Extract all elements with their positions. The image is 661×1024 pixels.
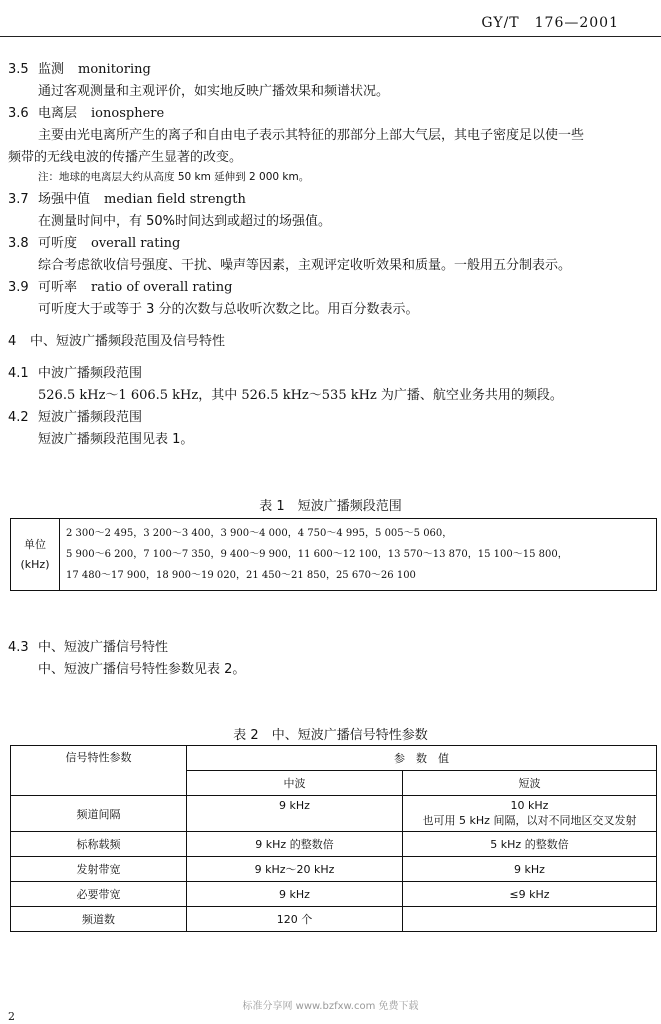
clause-4-2-body: 短波广播频段范围见表 1。 (38, 432, 194, 447)
table-1-caption: 表 1 短波广播频段范围 (259, 499, 402, 514)
header-short-wave: 短波 (403, 771, 657, 796)
sw-value: ≤9 kHz (403, 882, 657, 907)
term-zh: 监测 (38, 62, 65, 77)
term-zh: 可听度 (38, 236, 78, 251)
page-number: 2 (8, 1010, 15, 1023)
sw-value (403, 907, 657, 932)
param-name: 必要带宽 (11, 882, 187, 907)
term-en: median field strength (104, 192, 246, 207)
clause-3-6-definition-line2: 频带的无线电波的传播产生显著的改变。 (8, 150, 243, 165)
param-name: 频道间隔 (11, 796, 187, 832)
clause-3-7 (8, 188, 246, 207)
clause-3-9-definition: 可听度大于或等于 3 分的次数与总收听次数之比。用百分数表示。 (38, 302, 419, 317)
header-medium-wave: 中波 (187, 771, 403, 796)
table-1-bands-cell (60, 519, 657, 591)
clause-4-2 (8, 406, 142, 425)
clause-4-1-body: 526.5 kHz～1 606.5 kHz，其中 526.5 kHz～535 kHz 为广播、航空业务共用的频段。 (38, 388, 563, 403)
table-1 (10, 518, 657, 591)
clause-3-8 (8, 232, 180, 251)
term-en: overall rating (91, 236, 181, 251)
term-en: monitoring (78, 62, 151, 77)
watermark-text: 标准分享网 www.bzfxw.com 免费下载 (242, 1001, 419, 1012)
clause-number: 4 (8, 334, 17, 349)
sw-value: 10 kHz (510, 799, 549, 812)
clause-4-1 (8, 362, 142, 381)
clause-3-5 (8, 58, 151, 77)
mw-value: 9 kHz～20 kHz (187, 857, 403, 882)
clause-3-8-definition: 综合考虑欲收信号强度、干扰、噪声等因素，主观评定收听效果和质量。一般用五分制表示。 (38, 258, 572, 273)
clause-3-6-definition-line1: 主要由光电离所产生的离子和自由电子表示其特征的那部分上部大气层，其电子密度足以使一些 (38, 128, 585, 143)
term-en: ratio of overall rating (91, 280, 233, 295)
mw-value: 9 kHz 的整数倍 (187, 832, 403, 857)
clause-3-6 (8, 102, 164, 121)
clause-number: 4.3 (8, 640, 29, 655)
clause-3-7-definition: 在测量时间中，有 50%时间达到或超过的场强值。 (38, 214, 332, 229)
clause-4-3-body: 中、短波广播信号特性参数见表 2。 (38, 662, 246, 677)
clause-number: 3.7 (8, 192, 29, 207)
clause-3-6-note: 注：地球的电离层大约从高度 50 km 延伸到 2 000 km。 (38, 171, 310, 183)
sw-value: 9 kHz (403, 857, 657, 882)
clause-number: 4.1 (8, 366, 29, 381)
clause-3-5-definition: 通过客观测量和主观评价，如实地反映广播效果和频谱状况。 (38, 84, 390, 99)
table-1-unit-cell (11, 519, 60, 591)
header-value: 参 数 值 (187, 746, 657, 771)
clause-title: 中波广播频段范围 (38, 366, 143, 381)
band-list-line: 2 300～2 495，3 200～3 400，3 900～4 000，4 750～4 995，5 005～5 060， (66, 528, 453, 539)
clause-4-3 (8, 636, 168, 655)
clause-number: 3.6 (8, 106, 29, 121)
sw-value: 5 kHz 的整数倍 (403, 832, 657, 857)
clause-number: 3.8 (8, 236, 29, 251)
param-name: 发射带宽 (11, 857, 187, 882)
param-name: 频道数 (11, 907, 187, 932)
mw-value: 9 kHz (187, 796, 403, 832)
mw-value: 9 kHz (187, 882, 403, 907)
sw-value-cell (403, 796, 657, 832)
clause-title: 短波广播频段范围 (38, 410, 143, 425)
section-4-heading (8, 330, 225, 349)
sw-value-note: 也可用 5 kHz 间隔，以对不同地区交叉发射 (422, 814, 637, 827)
mw-value: 120 个 (187, 907, 403, 932)
unit-value: (kHz) (20, 557, 50, 571)
clause-number: 4.2 (8, 410, 29, 425)
table-2 (10, 745, 657, 932)
header-parameter: 信号特性参数 (11, 746, 187, 796)
unit-label: 单位 (24, 537, 46, 551)
clause-title: 中、短波广播信号特性 (38, 640, 169, 655)
document-code: GY/T 176—2001 (481, 15, 619, 31)
term-zh: 电离层 (38, 106, 78, 121)
term-zh: 场强中值 (38, 192, 91, 207)
header-rule (0, 36, 661, 37)
band-list-line: 5 900～6 200，7 100～7 350，9 400～9 900，11 600～12 100，13 570～13 870，15 100～15 800， (66, 549, 568, 560)
clause-number: 3.9 (8, 280, 29, 295)
term-zh: 可听率 (38, 280, 78, 295)
band-list-line: 17 480～17 900，18 900～19 020，21 450～21 850，25 670～26 100 (66, 570, 416, 581)
clause-number: 3.5 (8, 62, 29, 77)
param-name: 标称载频 (11, 832, 187, 857)
section-title: 中、短波广播频段范围及信号特性 (30, 334, 226, 349)
table-2-caption: 表 2 中、短波广播信号特性参数 (233, 728, 428, 743)
term-en: ionosphere (91, 106, 165, 121)
clause-3-9 (8, 276, 232, 295)
